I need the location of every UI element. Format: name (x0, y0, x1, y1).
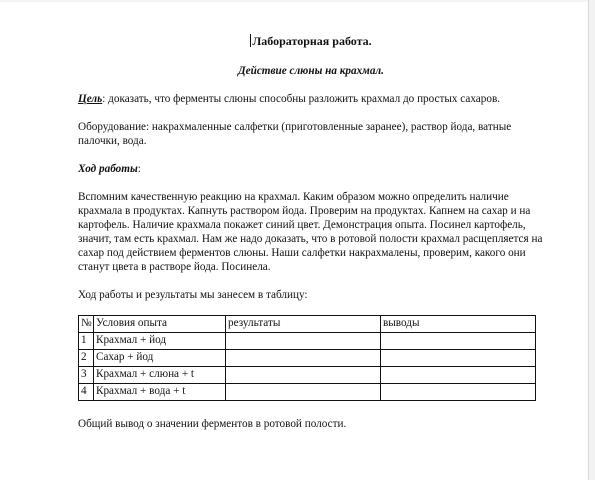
conclusions-cell[interactable] (381, 384, 536, 401)
goal-text: : доказать, что ферменты слюны способны разложить крахмал до простых сахаров. (102, 93, 501, 105)
table-row (79, 333, 536, 350)
document-title: Лабораторная работа. (252, 34, 372, 48)
goal-label: Цель (78, 93, 103, 105)
conditions-cell: Крахмал + йод (94, 333, 226, 350)
work-heading: Ход работы: (78, 163, 141, 175)
page-top-edge (0, 0, 595, 2)
results-cell[interactable] (226, 333, 381, 350)
body-paragraph: Вспомним качественную реакцию на крахмал. Каким образом можно определить наличие крахмала в продуктах. Капнуть раствором йода. Проверим на продуктах. Капнем на сахар и на картофель. Наличие крахмала покажет синий цвет. Демонстрация опыта. Посинел картофель, значит, там есть крахмал. Нам же надо доказать, что в ротовой полости крахмал расщепляется на сахар под действием ферментов слюны. Наши салфетки накрахмалены, проверим, какого они станут цвета в растворе йода. Посинела. (78, 191, 543, 273)
results-cell[interactable] (226, 350, 381, 367)
results-cell[interactable] (226, 367, 381, 384)
header-cell-number: № (79, 316, 94, 333)
row-number-cell: 4 (79, 384, 94, 401)
conditions-cell: Крахмал + слюна + t (94, 367, 226, 384)
table-row (79, 367, 536, 384)
document-subtitle: Действие слюны на крахмал. (238, 65, 384, 77)
results-cell[interactable] (226, 384, 381, 401)
row-number-cell: 1 (79, 333, 94, 350)
row-number-cell: 2 (79, 350, 94, 367)
header-cell-conclusions: выводы (381, 316, 536, 333)
conclusion-paragraph: Общий вывод о значении ферментов в ротовой полости. (78, 418, 347, 430)
document-body[interactable] (78, 34, 544, 431)
conclusions-cell[interactable] (381, 333, 536, 350)
header-cell-results: результаты (226, 316, 381, 333)
results-table (78, 315, 536, 401)
conditions-cell: Сахар + йод (94, 350, 226, 367)
goal-paragraph (78, 92, 544, 106)
equipment-paragraph: Оборудование: накрахмаленные салфетки (приготовленные заранее), раствор йода, ватные палочки, вода. (78, 121, 512, 147)
work-label: Ход работы (78, 163, 138, 175)
table-row (79, 384, 536, 401)
conclusions-cell[interactable] (381, 367, 536, 384)
conditions-cell: Крахмал + вода + t (94, 384, 226, 401)
row-number-cell: 3 (79, 367, 94, 384)
table-intro: Ход работы и результаты мы занесем в таблицу: (78, 289, 308, 301)
table-header-row (79, 316, 536, 333)
conclusions-cell[interactable] (381, 350, 536, 367)
table-row (79, 350, 536, 367)
page-right-edge (588, 0, 595, 480)
header-cell-conditions: Условия опыта (94, 316, 226, 333)
